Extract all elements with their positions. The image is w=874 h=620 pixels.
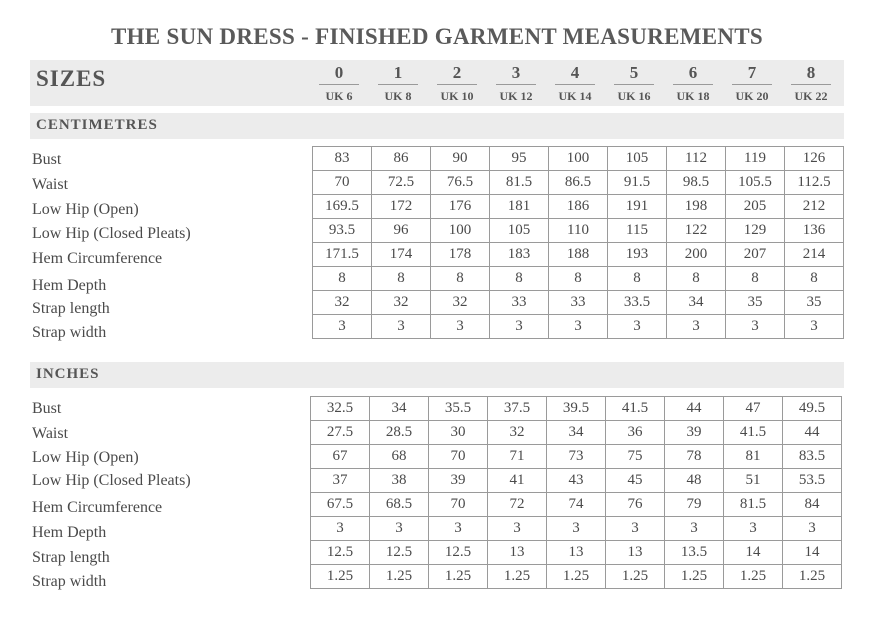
- table-cell: 1.25: [429, 565, 488, 589]
- row-label: Bust: [32, 151, 62, 168]
- size-number: 1: [378, 64, 418, 85]
- table-cell: 36: [606, 421, 665, 445]
- table-cell: 79: [665, 493, 724, 517]
- page-title: THE SUN DRESS - FINISHED GARMENT MEASUREMENTS: [110, 24, 764, 49]
- centimetres-section-header: [30, 113, 844, 139]
- row-label: Waist: [32, 425, 69, 442]
- table-cell: 39: [665, 421, 724, 445]
- table-cell: 83: [313, 147, 372, 171]
- table-row: [311, 541, 842, 565]
- table-cell: 3: [370, 517, 429, 541]
- table-cell: 1.25: [783, 565, 842, 589]
- table-cell: 105: [490, 219, 549, 243]
- table-cell: 81.5: [490, 171, 549, 195]
- table-cell: 105: [608, 147, 667, 171]
- table-cell: 96: [372, 219, 431, 243]
- size-uk-label: UK 14: [558, 89, 592, 103]
- table-cell: 28.5: [370, 421, 429, 445]
- table-cell: 8: [372, 267, 431, 291]
- table-cell: 200: [667, 243, 726, 267]
- table-cell: 3: [785, 315, 844, 339]
- table-cell: 81.5: [724, 493, 783, 517]
- table-cell: 3: [313, 315, 372, 339]
- row-label: Strap width: [32, 324, 107, 341]
- table-cell: 91.5: [608, 171, 667, 195]
- table-cell: 136: [785, 219, 844, 243]
- row-label: Low Hip (Closed Pleats): [32, 225, 191, 242]
- table-cell: 49.5: [783, 397, 842, 421]
- size-column-header: [783, 64, 839, 104]
- size-uk-label: UK 6: [325, 89, 353, 103]
- table-cell: 81: [724, 445, 783, 469]
- row-label: Strap length: [32, 549, 110, 566]
- size-column-header: [429, 64, 485, 104]
- table-cell: 181: [490, 195, 549, 219]
- table-row: [311, 517, 842, 541]
- table-cell: 207: [726, 243, 785, 267]
- table-cell: 8: [667, 267, 726, 291]
- table-cell: 71: [488, 445, 547, 469]
- table-cell: 34: [370, 397, 429, 421]
- table-cell: 35: [785, 291, 844, 315]
- size-number: 3: [496, 64, 536, 85]
- table-cell: 72: [488, 493, 547, 517]
- size-column-header: [311, 64, 367, 104]
- table-cell: 3: [549, 315, 608, 339]
- table-cell: 1.25: [606, 565, 665, 589]
- centimetres-table: [312, 146, 844, 339]
- size-uk-label: UK 8: [384, 89, 412, 103]
- table-cell: 8: [785, 267, 844, 291]
- size-column-header: [547, 64, 603, 104]
- row-label: Strap width: [32, 573, 107, 590]
- table-cell: 8: [549, 267, 608, 291]
- size-uk-label: UK 18: [676, 89, 710, 103]
- table-cell: 34: [547, 421, 606, 445]
- table-row: [313, 147, 844, 171]
- table-cell: 75: [606, 445, 665, 469]
- table-cell: 93.5: [313, 219, 372, 243]
- table-cell: 84: [783, 493, 842, 517]
- table-cell: 76.5: [431, 171, 490, 195]
- table-cell: 188: [549, 243, 608, 267]
- table-row: [311, 469, 842, 493]
- table-cell: 3: [724, 517, 783, 541]
- table-cell: 86.5: [549, 171, 608, 195]
- table-cell: 37.5: [488, 397, 547, 421]
- table-cell: 13.5: [665, 541, 724, 565]
- table-cell: 112: [667, 147, 726, 171]
- table-row: [313, 315, 844, 339]
- table-cell: 51: [724, 469, 783, 493]
- table-cell: 3: [488, 517, 547, 541]
- table-cell: 37: [311, 469, 370, 493]
- table-cell: 34: [667, 291, 726, 315]
- table-cell: 83.5: [783, 445, 842, 469]
- table-cell: 8: [313, 267, 372, 291]
- table-cell: 3: [490, 315, 549, 339]
- table-cell: 8: [608, 267, 667, 291]
- table-cell: 43: [547, 469, 606, 493]
- sizes-label: SIZES: [36, 66, 107, 91]
- size-number: 2: [437, 64, 477, 85]
- table-cell: 186: [549, 195, 608, 219]
- size-column-header: [488, 64, 544, 104]
- table-cell: 67: [311, 445, 370, 469]
- table-cell: 3: [665, 517, 724, 541]
- table-cell: 1.25: [724, 565, 783, 589]
- table-cell: 70: [313, 171, 372, 195]
- size-number: 4: [555, 64, 595, 85]
- table-cell: 48: [665, 469, 724, 493]
- table-cell: 45: [606, 469, 665, 493]
- size-uk-label: UK 12: [499, 89, 533, 103]
- table-cell: 3: [783, 517, 842, 541]
- table-cell: 174: [372, 243, 431, 267]
- table-cell: 35: [726, 291, 785, 315]
- table-cell: 1.25: [547, 565, 606, 589]
- table-cell: 3: [547, 517, 606, 541]
- table-cell: 3: [667, 315, 726, 339]
- size-uk-label: UK 16: [617, 89, 651, 103]
- size-number: 8: [791, 64, 831, 85]
- table-cell: 39.5: [547, 397, 606, 421]
- table-cell: 33: [549, 291, 608, 315]
- table-cell: 205: [726, 195, 785, 219]
- inches-label: INCHES: [36, 366, 100, 382]
- table-cell: 78: [665, 445, 724, 469]
- table-cell: 32: [313, 291, 372, 315]
- table-cell: 38: [370, 469, 429, 493]
- table-cell: 3: [606, 517, 665, 541]
- table-cell: 8: [490, 267, 549, 291]
- table-cell: 33: [490, 291, 549, 315]
- table-cell: 126: [785, 147, 844, 171]
- table-cell: 41: [488, 469, 547, 493]
- size-column-header: [370, 64, 426, 104]
- table-cell: 129: [726, 219, 785, 243]
- table-cell: 47: [724, 397, 783, 421]
- table-row: [313, 195, 844, 219]
- table-cell: 12.5: [429, 541, 488, 565]
- size-column-header: [606, 64, 662, 104]
- row-label: Low Hip (Open): [32, 201, 139, 218]
- row-label: Hem Circumference: [32, 499, 163, 516]
- size-number: 0: [319, 64, 359, 85]
- table-cell: 172: [372, 195, 431, 219]
- table-cell: 39: [429, 469, 488, 493]
- table-cell: 3: [608, 315, 667, 339]
- table-cell: 214: [785, 243, 844, 267]
- table-cell: 3: [429, 517, 488, 541]
- table-cell: 100: [431, 219, 490, 243]
- size-column-header: [665, 64, 721, 104]
- table-cell: 73: [547, 445, 606, 469]
- table-cell: 183: [490, 243, 549, 267]
- table-cell: 8: [431, 267, 490, 291]
- table-cell: 3: [431, 315, 490, 339]
- table-cell: 171.5: [313, 243, 372, 267]
- table-row: [311, 565, 842, 589]
- table-cell: 41.5: [724, 421, 783, 445]
- row-label: Bust: [32, 400, 62, 417]
- row-label: Hem Circumference: [32, 250, 163, 267]
- table-cell: 44: [783, 421, 842, 445]
- row-label: Low Hip (Closed Pleats): [32, 472, 191, 489]
- table-cell: 110: [549, 219, 608, 243]
- table-cell: 68.5: [370, 493, 429, 517]
- row-label: Strap length: [32, 300, 110, 317]
- table-cell: 13: [547, 541, 606, 565]
- table-cell: 112.5: [785, 171, 844, 195]
- table-cell: 122: [667, 219, 726, 243]
- table-cell: 44: [665, 397, 724, 421]
- table-row: [313, 291, 844, 315]
- table-cell: 86: [372, 147, 431, 171]
- table-row: [313, 219, 844, 243]
- table-cell: 198: [667, 195, 726, 219]
- table-cell: 105.5: [726, 171, 785, 195]
- table-cell: 74: [547, 493, 606, 517]
- table-cell: 1.25: [370, 565, 429, 589]
- table-cell: 53.5: [783, 469, 842, 493]
- row-label: Waist: [32, 176, 69, 193]
- table-cell: 176: [431, 195, 490, 219]
- table-cell: 3: [726, 315, 785, 339]
- table-cell: 12.5: [370, 541, 429, 565]
- table-cell: 27.5: [311, 421, 370, 445]
- table-cell: 68: [370, 445, 429, 469]
- table-row: [313, 171, 844, 195]
- table-row: [313, 267, 844, 291]
- table-cell: 32: [488, 421, 547, 445]
- size-uk-label: UK 22: [794, 89, 828, 103]
- table-cell: 12.5: [311, 541, 370, 565]
- table-cell: 14: [783, 541, 842, 565]
- table-cell: 1.25: [311, 565, 370, 589]
- table-cell: 115: [608, 219, 667, 243]
- row-label: Hem Depth: [32, 277, 107, 294]
- table-cell: 95: [490, 147, 549, 171]
- table-row: [311, 421, 842, 445]
- row-label: Low Hip (Open): [32, 449, 139, 466]
- table-cell: 3: [372, 315, 431, 339]
- inches-table: [310, 396, 842, 589]
- table-cell: 193: [608, 243, 667, 267]
- table-cell: 76: [606, 493, 665, 517]
- size-column-header: [724, 64, 780, 104]
- inches-section-header: [30, 362, 844, 388]
- size-uk-label: UK 20: [735, 89, 769, 103]
- table-cell: 13: [606, 541, 665, 565]
- table-row: [311, 493, 842, 517]
- table-cell: 35.5: [429, 397, 488, 421]
- table-cell: 191: [608, 195, 667, 219]
- table-row: [311, 397, 842, 421]
- table-cell: 169.5: [313, 195, 372, 219]
- table-cell: 8: [726, 267, 785, 291]
- table-cell: 90: [431, 147, 490, 171]
- size-number: 6: [673, 64, 713, 85]
- size-uk-label: UK 10: [440, 89, 474, 103]
- table-cell: 70: [429, 445, 488, 469]
- table-row: [313, 243, 844, 267]
- table-cell: 13: [488, 541, 547, 565]
- centimetres-label: CENTIMETRES: [36, 117, 158, 133]
- table-cell: 98.5: [667, 171, 726, 195]
- size-number: 7: [732, 64, 772, 85]
- table-cell: 1.25: [665, 565, 724, 589]
- table-cell: 14: [724, 541, 783, 565]
- table-cell: 32: [431, 291, 490, 315]
- table-cell: 33.5: [608, 291, 667, 315]
- table-cell: 30: [429, 421, 488, 445]
- table-cell: 32: [372, 291, 431, 315]
- table-row: [311, 445, 842, 469]
- sizes-header: [30, 60, 844, 106]
- table-cell: 100: [549, 147, 608, 171]
- row-label: Hem Depth: [32, 524, 107, 541]
- table-cell: 119: [726, 147, 785, 171]
- table-cell: 3: [311, 517, 370, 541]
- table-cell: 1.25: [488, 565, 547, 589]
- table-cell: 72.5: [372, 171, 431, 195]
- table-cell: 67.5: [311, 493, 370, 517]
- table-cell: 41.5: [606, 397, 665, 421]
- table-cell: 212: [785, 195, 844, 219]
- table-cell: 178: [431, 243, 490, 267]
- table-cell: 70: [429, 493, 488, 517]
- size-number: 5: [614, 64, 654, 85]
- table-cell: 32.5: [311, 397, 370, 421]
